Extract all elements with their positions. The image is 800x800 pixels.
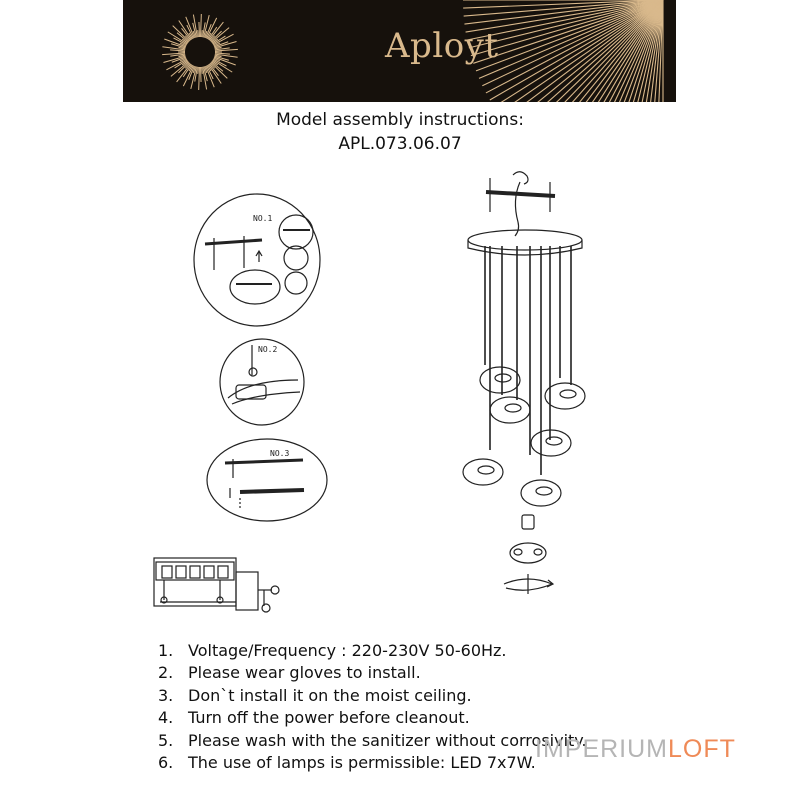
detail-1-mounting xyxy=(194,194,320,326)
instruction-item xyxy=(158,640,587,662)
instruction-number: 4. xyxy=(158,708,174,728)
instruction-text: Turn off the power before cleanout. xyxy=(188,708,470,728)
chandelier-assembly xyxy=(463,172,585,594)
instruction-number: 5. xyxy=(158,730,174,750)
instruction-text: The use of lamps is permissible: LED 7x7W. xyxy=(188,752,536,772)
instruction-number: 1. xyxy=(158,641,174,660)
instruction-text: Please wear gloves to install. xyxy=(188,663,421,683)
instruction-item xyxy=(158,662,587,684)
watermark xyxy=(535,735,736,764)
model-number: APL.073.06.07 xyxy=(338,134,462,154)
instruction-item xyxy=(158,685,587,707)
instruction-number: 3. xyxy=(158,685,174,705)
instruction-item xyxy=(158,730,587,752)
detail-2-wiring xyxy=(220,339,304,425)
instruction-item xyxy=(158,752,587,774)
instruction-list xyxy=(158,640,587,774)
brand-name: Aployt xyxy=(385,26,499,66)
instruction-text: Voltage/Frequency : 220-230V 50-60Hz. xyxy=(188,641,507,660)
detail-2-label: NO.2 xyxy=(258,345,278,354)
terminal-block-diagram xyxy=(154,558,279,612)
instruction-number: 6. xyxy=(158,752,174,772)
instruction-text: Please wash with the sanitizer without corrosivity. xyxy=(188,730,587,750)
watermark-loft: LOFT xyxy=(668,735,736,763)
page-title: Model assembly instructions: xyxy=(276,110,524,130)
watermark-imperium: IMPERIUM xyxy=(535,735,668,763)
detail-3-hanging xyxy=(207,439,327,521)
detail-3-label: NO.3 xyxy=(270,449,290,458)
instruction-number: 2. xyxy=(158,663,174,683)
detail-1-label: NO.1 xyxy=(253,214,273,223)
instruction-text: Don`t install it on the moist ceiling. xyxy=(188,685,472,705)
instruction-item xyxy=(158,707,587,729)
